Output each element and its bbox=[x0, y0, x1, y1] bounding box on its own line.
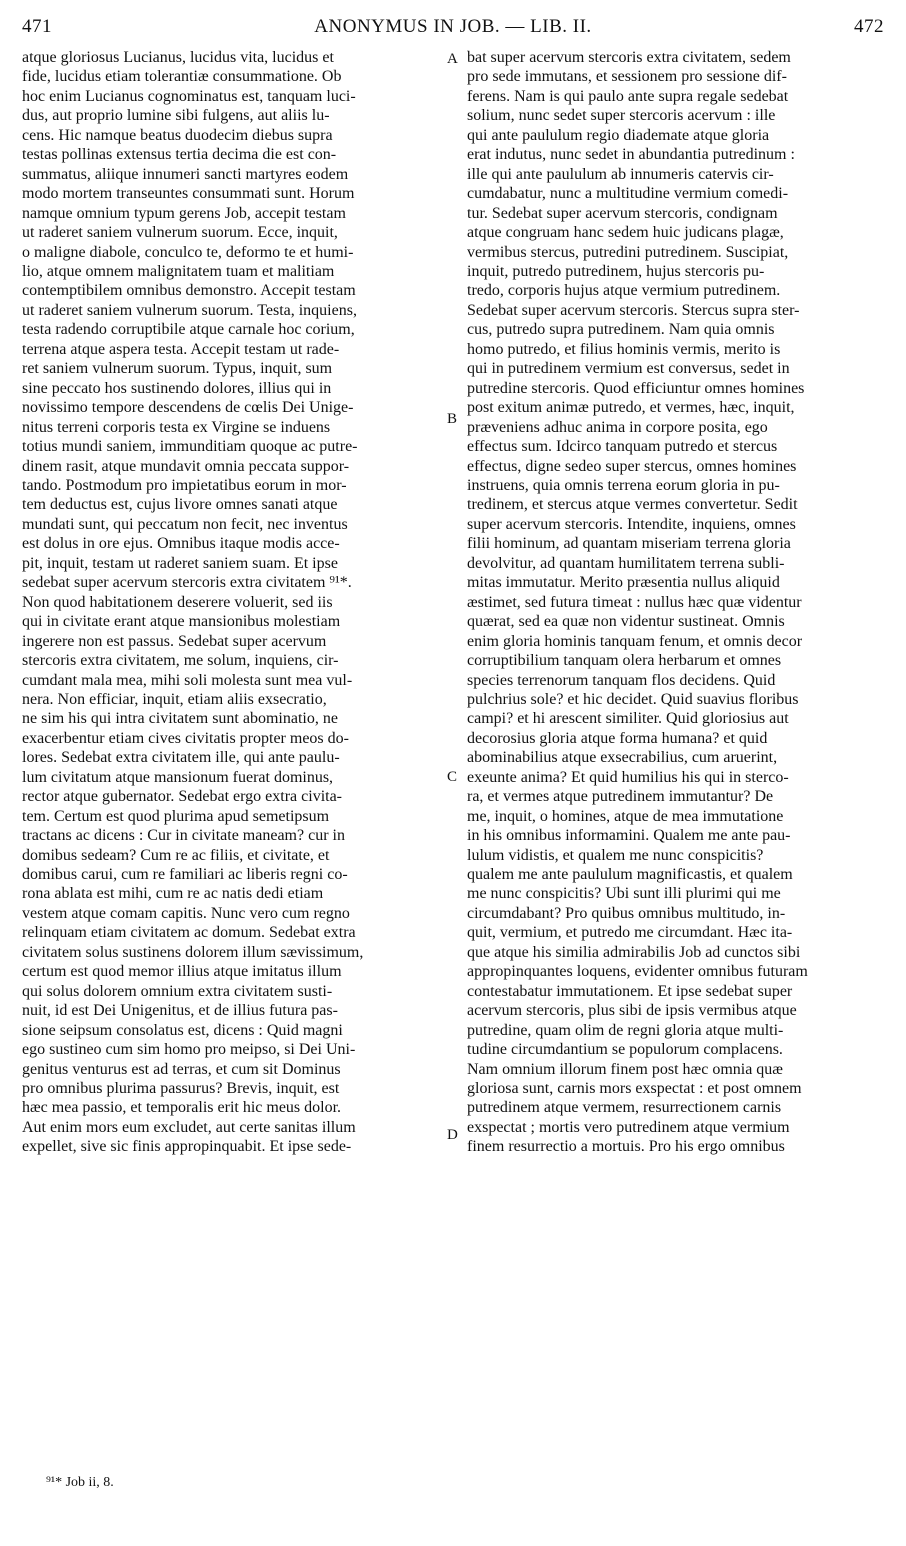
margin-letter-c: C bbox=[447, 769, 458, 785]
margin-letter-b: B bbox=[447, 411, 458, 427]
right-page-number: 472 bbox=[854, 16, 884, 37]
running-title: ANONYMUS IN JOB. — LIB. II. bbox=[314, 16, 592, 37]
margin-letter-a: A bbox=[447, 51, 458, 67]
margin-letter-d: D bbox=[447, 1127, 458, 1143]
left-text-column: atque gloriosus Lucianus, lucidus vita, lucidus et fide, lucidus etiam tolerantiæ consummatione. Ob hoc enim Lucianus cognominatus est, tanquam luci- dus, aut proprio lumine sibi fulgens, aut aliis lu- cens. Hic namque beatus duodecim diebus supra testas pollinas extensus tertia decima die est con- summatus, aliique innumeri sancti martyres eodem modo mortem transeuntes consummati sunt. Horum namque omnium typum gerens Job, accepit testam ut raderet saniem vulnerum suorum. Ecce, inquit, o maligne diabole, conculco te, deformo te et humi- lio, atque omnem malignitatem tuam et malitiam contemptibilem omnibus demonstro. Accepit testam ut raderet saniem vulnerum suorum. Testa, inquiens, testa radendo corruptibile atque carnale hoc corium, terrena atque aspera testa. Accepit testam ut rade- ret saniem vulnerum suorum. Typus, inquit, sum sine peccato hos sustinendo dolores, illius qui in novissimo tempore descendens de cœlis Dei Unige- nitus terreni corporis testa ex Virgine se induens totius mundi saniem, immunditiam quoque ac putre- dinem rasit, atque mundavit omnia peccata suppor- tando. Postmodum pro impietatibus eorum in mor- tem deductus est, cujus livore omnes sanati atque mundati sunt, qui peccatum non fecit, nec inventus est dolus in ore ejus. Omnibus itaque modis acce- pit, inquit, testam ut raderet saniem suam. Et ipse sedebat super acervum stercoris extra civitatem ⁹¹*. Non quod habitationem deserere voluerit, sed iis qui in civitate erant atque mansionibus molestiam ingerere non est passus. Sedebat super acervum stercoris extra civitatem, me solum, inquiens, cir- cumdant mala mea, mihi soli molesta sunt mea vul- nera. Non efficiar, inquit, etiam aliis exsecratio, ne sim his qui intra civitatem sunt abominatio, ne exacerbentur etiam cives civitatis propter meos do- lores. Sedebat extra civitatem ille, qui ante paulu- lum civitatum atque mansionum fuerat dominus, rector atque gubernator. Sedebat ergo extra civita- tem. Certum est quod plurima apud semetipsum tractans ac dicens : Cur in civitate maneam? cur in domibus sedeam? Cum re ac filiis, et civitate, et domibus carui, cum re familiari ac liberis regni co- rona ablata est mihi, cum re ac natis dedi etiam vestem atque comam capitis. Nunc vero cum regno relinquam etiam civitatem ac domum. Sedebat extra civitatem solus sustinens dolorem illum sævissimum, certum est quod memor illius atque imitatus illum qui solus dolorem omnium extra civitatem susti- nuit, id est Dei Unigenitus, et de illius futura pas- sione seipsum consolatus est, dicens : Quid magni ego sustineo cum sim homo pro meipso, si Dei Uni- genitus venturus est ad terras, et cum sit Dominus pro omnibus plurima passurus? Brevis, inquit, est hæc mea passio, et temporalis erit hic meus dolor. Aut enim mors eum excludet, aut certe sanitas illum expellet, sive sic finis appropinquabit. Et ipse sede- bbox=[22, 49, 364, 1156]
left-page-number: 471 bbox=[22, 16, 52, 37]
right-text-column: bat super acervum stercoris extra civitatem, sedem pro sede immutans, et sessionem pro sessione dif- ferens. Nam is qui paulo ante supra regale sedebat solium, nunc sedet super stercoris acervum : ille qui ante paululum regio diademate atque gloria erat indutus, nunc sedet in abundantia putredinum : ille qui ante paululum ab innumeris catervis cir- cumdabatur, nunc a multitudine vermium comedi- tur. Sedebat super acervum stercoris, condignam atque congruam hanc sedem huic judicans plagæ, vermibus stercus, putredini putredinem. Suscipiat, inquit, putredo putredinem, hujus stercoris pu- tredo, corporis hujus atque vermium putredinem. Sedebat super acervum stercoris. Stercus supra ster- cus, putredo supra putredinem. Nam quia omnis homo putredo, et filius hominis vermis, merito is qui in putredinem vermium est conversus, sedet in putredine stercoris. Quod efficiuntur omnes homines post exitum animæ putredo, et vermes, hæc, inquit, præveniens adhuc anima in corpore posita, ego effectus sum. Idcirco tanquam putredo et stercus effectus, digne sedeo super stercus, omnes homines instruens, quia omnis terrena eorum gloria in pu- tredinem, et stercus atque vermes convertetur. Sedit super acervum stercoris. Intendite, inquiens, omnes filii hominum, ad quantam miseriam terrena gloria devolvitur, ad quantam humilitatem terrena subli- mitas immutatur. Merito præsentia nullus aliquid æstimet, sed futura timeat : nullus hæc quæ videntur quærat, sed ea quæ non videntur sustineat. Omnis enim gloria hominis tanquam fenum, et omnis decor corruptibilium tanquam olera herbarum et omnes species terrenorum tanquam flos decidens. Quid pulchrius sole? et hic decidet. Quid suavius floribus campi? et hi arescent similiter. Quid gloriosius aut decorosius gloria atque forma humana? et quid abominabilius atque exsecrabilius, cum aruerint, exeunte anima? Et quid humilius his qui in sterco- ra, et vermes atque putredinem immutantur? De me, inquit, o homines, atque de mea immutatione in his omnibus informamini. Qualem me ante pau- lulum vidistis, et qualem me nunc conspicitis? qualem me ante paululum magnificastis, et qualem me nunc conspicitis? Ubi sunt illi plurimi qui me circumdabant? Pro quibus omnibus multitudo, in- quit, vermium, et putredo me circumdant. Hæc ita- que atque his similia admirabilis Job ad cunctos sibi appropinquantes loquens, evidenter omnibus futuram contestabatur immutationem. Et ipse sedebat super acervum stercoris, plus sibi de ipsis vermibus atque putredine, quam olim de regni gloria atque multi- tudine circumdantium se populorum complacens. Nam omnium illorum finem post hæc omnia quæ gloriosa sunt, carnis mors exspectat : et post omnem putredinem atque vermem, resurrectionem carnis exspectat ; mortis vero putredinem atque vermium finem resurrectio a mortuis. Pro his ergo omnibus bbox=[467, 49, 808, 1156]
footnote: ⁹¹* Job ii, 8. bbox=[46, 1475, 114, 1490]
